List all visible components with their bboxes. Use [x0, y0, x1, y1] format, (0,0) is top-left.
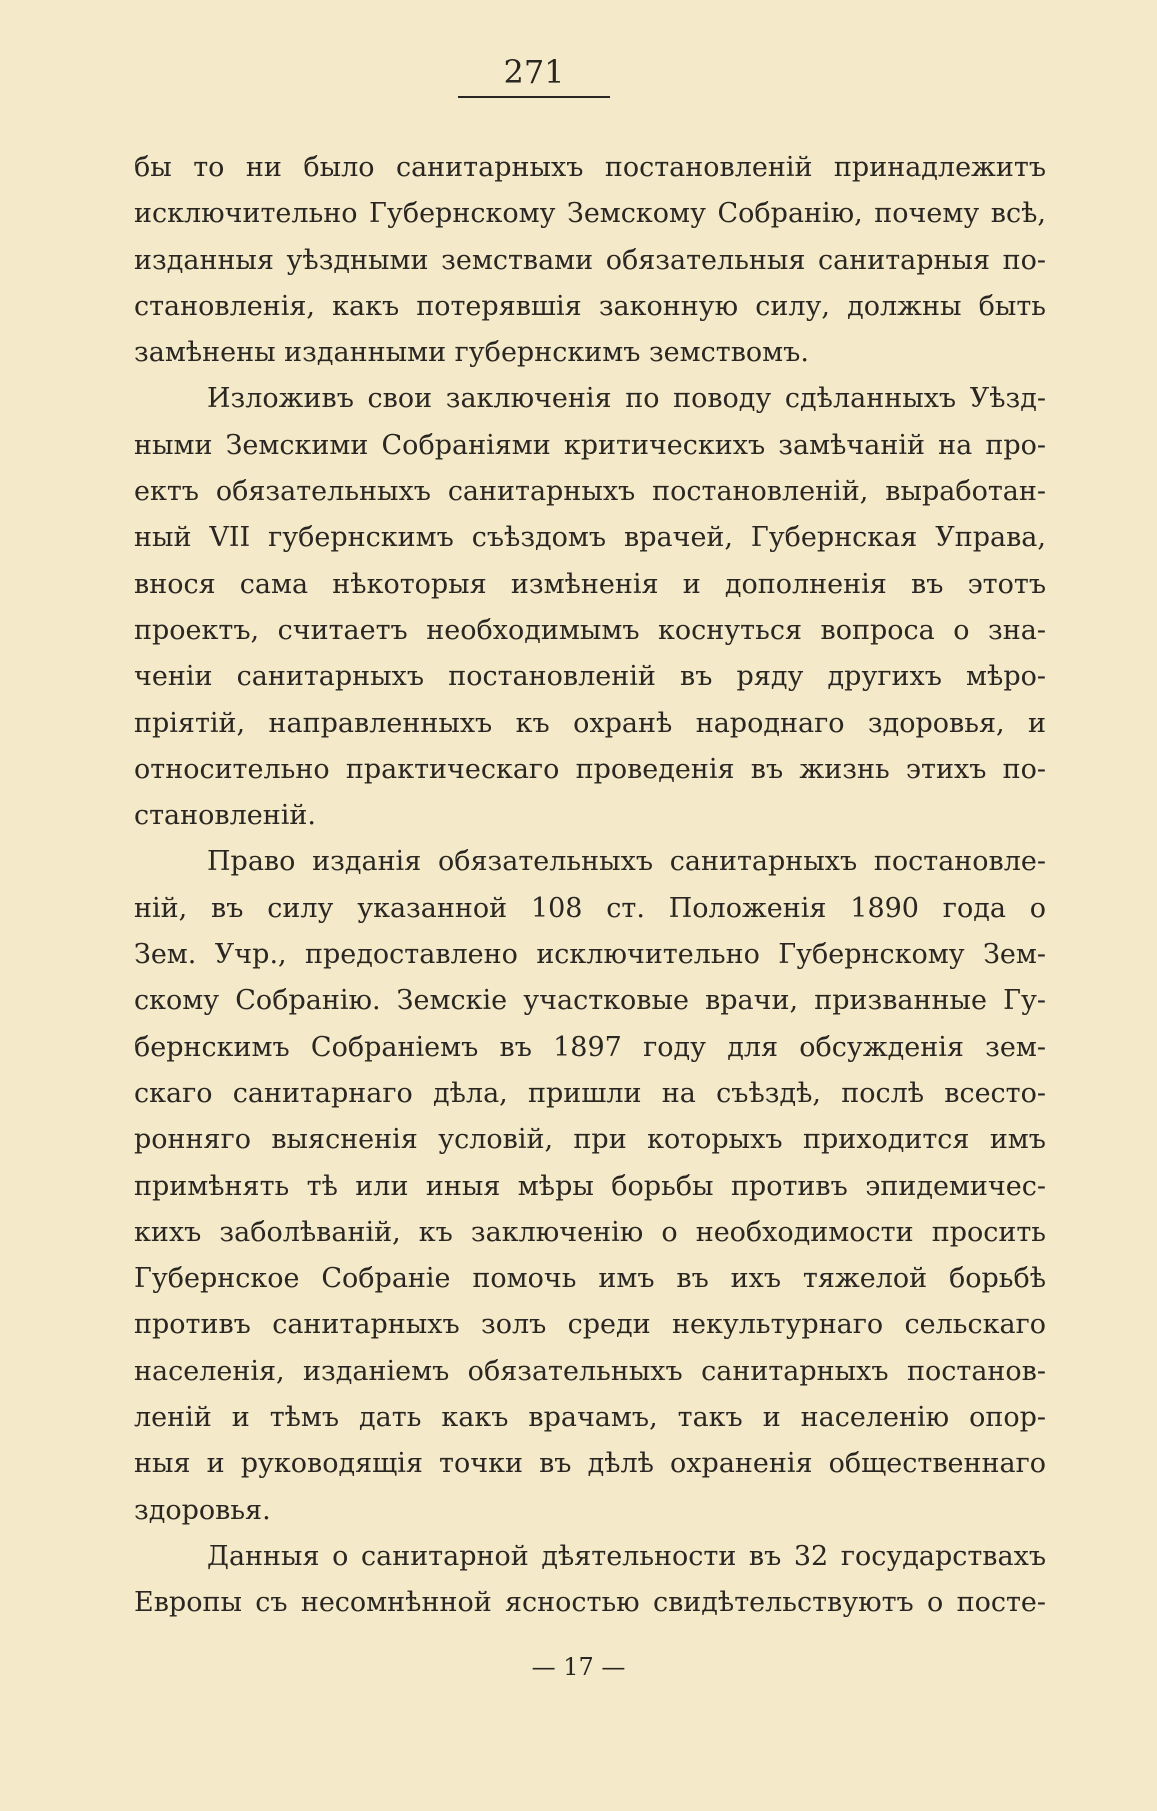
text-line: ныя и руководящія точки въ дѣлѣ охраненія общественнаго [134, 1448, 1046, 1480]
text-line: ектъ обязательныхъ санитарныхъ постановленій, выработан- [134, 476, 1046, 508]
text-line: относительно практическаго проведенія въ жизнь этихъ по- [134, 753, 1046, 785]
text-line: исключительно Губернскому Земскому Собранію, почему всѣ, [134, 198, 1046, 230]
text-line: ченіи санитарныхъ постановленій въ ряду другихъ мѣро- [134, 661, 1046, 693]
text-line: здоровья. [134, 1494, 271, 1526]
text-line: изданныя уѣздными земствами обязательныя санитарныя по- [134, 244, 1046, 276]
text-line: проектъ, считаетъ необходимымъ коснуться вопроса о зна- [134, 614, 1046, 646]
paragraph [134, 1534, 1046, 1627]
text-line: противъ санитарныхъ золъ среди некультурнаго сельскаго [134, 1309, 1046, 1341]
page-number-rule [458, 96, 610, 98]
paragraph [134, 376, 1046, 839]
text-line: примѣнять тѣ или иныя мѣры борьбы противъ эпидемичес- [134, 1170, 1046, 1202]
text-line: Данныя о санитарной дѣятельности въ 32 государствахъ [207, 1540, 1046, 1572]
text-line: кихъ заболѣваній, къ заключенію о необходимости просить [134, 1216, 1046, 1248]
text-line: леній и тѣмъ дать какъ врачамъ, такъ и населенію опор- [134, 1402, 1046, 1434]
paragraph [134, 839, 1046, 1533]
text-line: становленій. [134, 800, 316, 832]
page-number: 271 [503, 53, 565, 91]
text-line: Изложивъ свои заключенія по поводу сдѣланныхъ Уѣзд- [207, 383, 1046, 415]
text-line: ными Земскими Собраніями критическихъ замѣчаній на про- [134, 429, 1046, 461]
text-line: бернскимъ Собраніемъ въ 1897 году для обсужденія зем- [134, 1031, 1046, 1063]
text-line: населенія, изданіемъ обязательныхъ санитарныхъ постанов- [134, 1355, 1046, 1387]
text-line: становленія, какъ потерявшія законную силу, должны быть [134, 290, 1046, 322]
text-line: Губернское Собраніе помочь имъ въ ихъ тяжелой борьбѣ [134, 1263, 1046, 1295]
text-line: замѣнены изданными губернскимъ земствомъ. [134, 337, 809, 369]
text-line: бы то ни было санитарныхъ постановленій принадлежитъ [134, 152, 1046, 183]
text-line: пріятій, направленныхъ къ охранѣ народнаго здоровья, и [134, 707, 1046, 739]
text-line: ронняго выясненія условій, при которыхъ приходится имъ [134, 1124, 1046, 1156]
text-line: ній, въ силу указанной 108 ст. Положенія 1890 года о [134, 892, 1046, 924]
text-line: Право изданія обязательныхъ санитарныхъ постановле- [207, 846, 1046, 878]
text-line: Европы съ несомнѣнной ясностью свидѣтельствуютъ о посте- [134, 1587, 1046, 1619]
text-line: скому Собранію. Земскіе участковые врачи, призванные Гу- [134, 985, 1046, 1017]
body-text [134, 145, 1046, 1627]
signature-mark: — 17 — [531, 1653, 626, 1681]
text-line: Зем. Учр., предоставлено исключительно Губернскому Зем- [134, 939, 1046, 971]
paragraph [134, 145, 1046, 376]
text-line: внося сама нѣкоторыя измѣненія и дополненія въ этотъ [134, 568, 1046, 600]
text-line: скаго санитарнаго дѣла, пришли на съѣздѣ, послѣ всесто- [134, 1077, 1046, 1109]
text-line: ный VII губернскимъ съѣздомъ врачей, Губернская Управа, [134, 522, 1046, 554]
